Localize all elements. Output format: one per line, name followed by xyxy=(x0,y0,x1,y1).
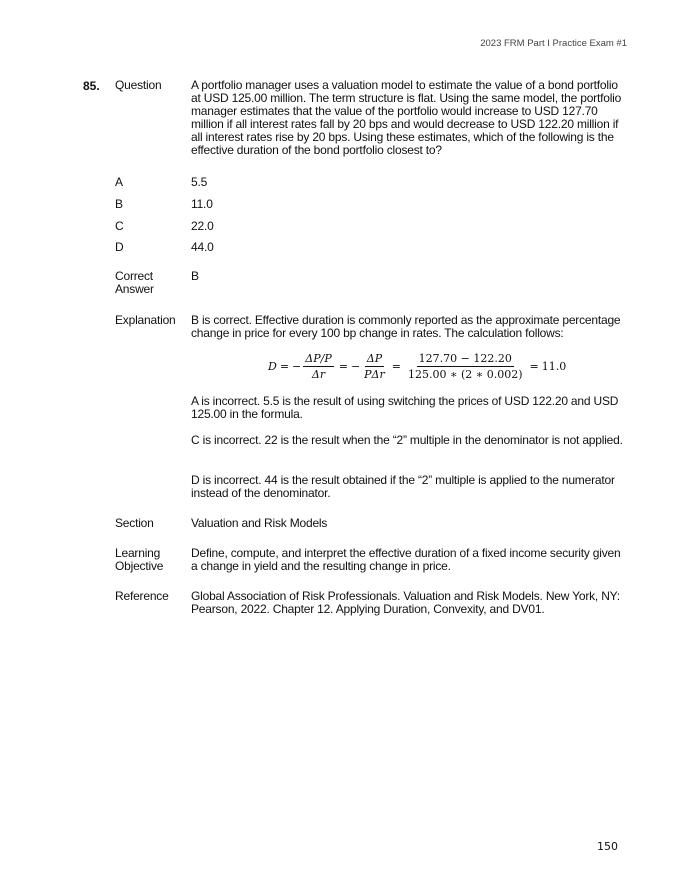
fraction-denominator: 125.00 ∗ (2 ∗ 0.002) xyxy=(407,368,523,381)
formula-equals: = xyxy=(279,360,290,373)
formula-fraction xyxy=(303,352,333,381)
formula-minus: − xyxy=(350,360,361,373)
formula-equals: = xyxy=(338,360,348,373)
fraction-denominator: Δr xyxy=(311,368,326,381)
correct-answer-label: Correct Answer xyxy=(115,269,154,296)
page-number: 150 xyxy=(597,840,618,853)
option-letter: C xyxy=(115,219,124,233)
explanation-a-incorrect: A is incorrect. 5.5 is the result of using switching the prices of USD 122.20 and USD 125.00 in the formula. xyxy=(191,394,619,421)
explanation-c-incorrect: C is incorrect. 22 is the result when the “2” multiple in the denominator is not applied. xyxy=(191,433,623,447)
question-number: 85. xyxy=(83,79,100,93)
explanation-label: Explanation xyxy=(115,313,176,327)
fraction-numerator: ΔP/P xyxy=(305,352,332,365)
duration-formula xyxy=(268,352,566,381)
fraction-denominator: PΔr xyxy=(364,368,385,381)
fraction-numerator: 127.70 − 122.20 xyxy=(418,352,512,365)
reference-value: Global Association of Risk Professionals. Valuation and Risk Models. New York, NY: Pearson, 2022. Chapter 12. Applying Duration, Convexity, and DV01. xyxy=(191,589,620,616)
formula-result: 11.0 xyxy=(541,360,567,373)
correct-answer-value: B xyxy=(191,269,199,283)
formula-equals: = xyxy=(391,360,401,373)
section-label: Section xyxy=(115,516,154,530)
learning-objective-value: Define, compute, and interpret the effective duration of a fixed income security given a change in yield and the resulting change in price. xyxy=(191,546,621,573)
explanation-d-incorrect: D is incorrect. 44 is the result obtained if the “2” multiple is applied to the numerator instead of the denominator. xyxy=(191,473,615,500)
option-value: 5.5 xyxy=(191,175,208,189)
fraction-numerator: ΔP xyxy=(366,352,383,365)
formula-fraction xyxy=(362,352,387,381)
reference-label: Reference xyxy=(115,589,169,603)
option-letter: A xyxy=(115,175,123,189)
formula-equals: = xyxy=(529,360,539,373)
section-value: Valuation and Risk Models xyxy=(191,516,328,530)
option-value: 22.0 xyxy=(191,219,214,233)
document-header: 2023 FRM Part I Practice Exam #1 xyxy=(480,38,627,49)
formula-fraction xyxy=(406,352,525,381)
question-label: Question xyxy=(115,78,162,92)
option-letter: D xyxy=(115,240,124,254)
question-text: A portfolio manager uses a valuation model to estimate the value of a bond portfolio at USD 125.00 million. The term structure is flat. Using the same model, the portfolio manager estimates that the value of the portfolio would increase to USD 127.70 million if all interest rates fall by 20 bps and would decrease to USD 122.20 million if all interest rates rise by 20 bps. Using these estimates, which of the following is the effective duration of the bond portfolio closest to? xyxy=(191,78,622,157)
option-value: 44.0 xyxy=(191,240,214,254)
learning-objective-label: Learning Objective xyxy=(115,546,164,573)
option-letter: B xyxy=(115,197,123,211)
explanation-intro: B is correct. Effective duration is commonly reported as the approximate percentage change in price for every 100 bp change in rates. The calculation follows: xyxy=(191,313,621,340)
option-value: 11.0 xyxy=(191,197,213,211)
formula-minus: − xyxy=(292,360,302,373)
formula-lhs: D xyxy=(268,360,277,373)
